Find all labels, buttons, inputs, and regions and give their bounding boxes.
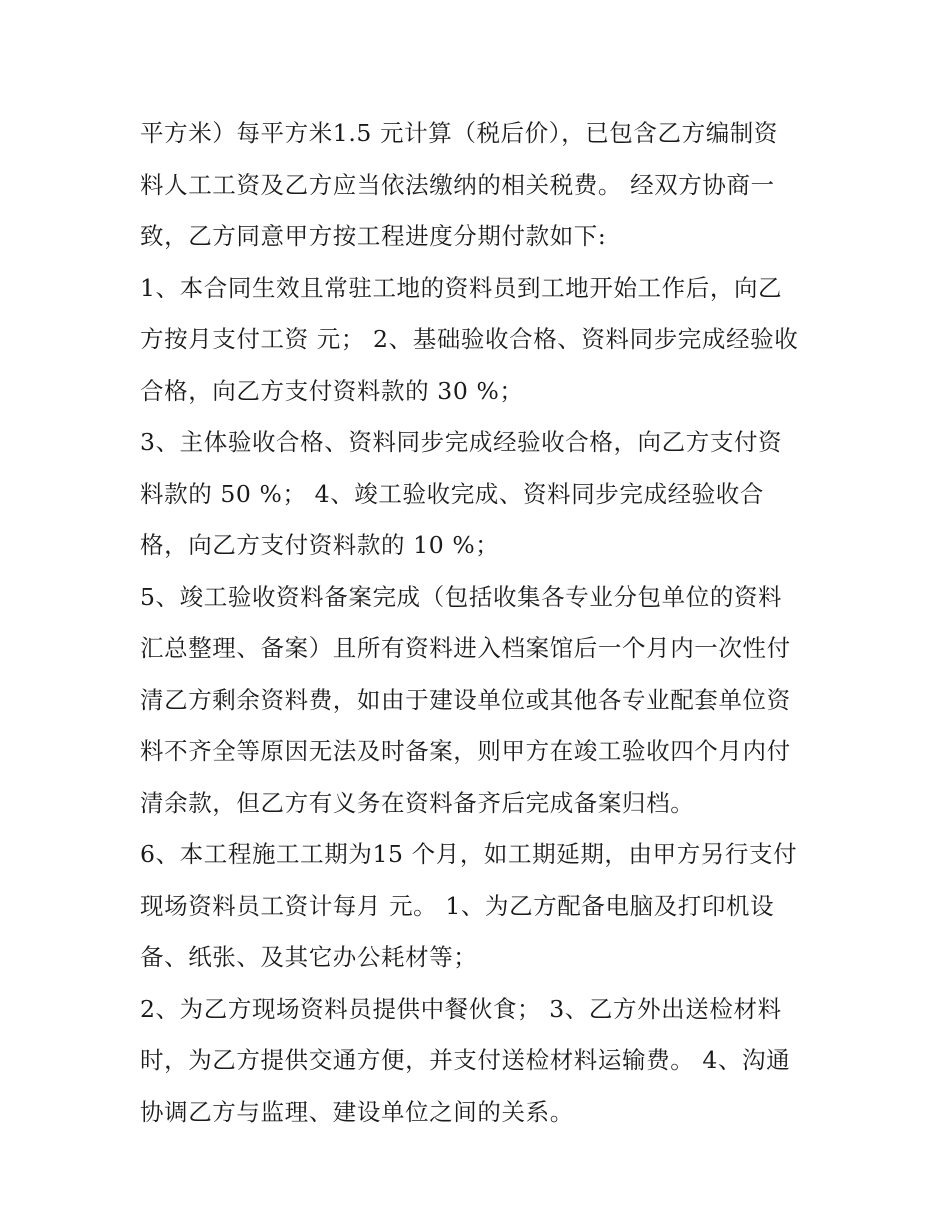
text-line: 清乙方剩余资料费，如由于建设单位或其他各专业配套单位资 (140, 685, 791, 714)
text-line: 致，乙方同意甲方按工程进度分期付款如下: (140, 222, 607, 250)
text-line: 料人工工资及乙方应当依法缴纳的相关税费。 经双方协商一 (140, 170, 775, 199)
text-line: 现场资料员工资计每月 元。 1、为乙方配备电脑及打印机设 (140, 891, 775, 920)
contract-text-body (140, 108, 830, 1138)
text-line: 2、为乙方现场资料员提供中餐伙食； 3、乙方外出送检材料 (140, 994, 782, 1023)
text-line: 料不齐全等原因无法及时备案，则甲方在竣工验收四个月内付 (140, 737, 791, 765)
text-line: 格，向乙方支付资料款的 10 %； (140, 531, 500, 559)
text-line: 合格，向乙方支付资料款的 30 %； (140, 376, 524, 405)
text-line: 6、本工程施工工期为15 个月，如工期延期，由甲方另行支付 (140, 840, 798, 868)
text-line: 清余款，但乙方有义务在资料备齐后完成备案归档。 (140, 788, 695, 817)
text-line: 时，为乙方提供交通方便，并支付送检材料运输费。 4、沟通 (140, 1046, 791, 1074)
text-line: 协调乙方与监理、建设单位之间的关系。 (140, 1097, 574, 1126)
text-line: 汇总整理、备案）且所有资料进入档案馆后一个月内一次性付 (140, 634, 791, 662)
text-line: 5、竣工验收资料备案完成（包括收集各专业分包单位的资料 (140, 582, 783, 611)
text-line: 1、本合同生效且常驻工地的资料员到工地开始工作后，向乙 (140, 273, 783, 302)
text-line: 平方米）每平方米1.5 元计算（税后价），已包含乙方编制资 (140, 119, 778, 147)
text-line: 料款的 50 %； 4、竣工验收完成、资料同步完成经验收合 (140, 479, 764, 508)
text-line: 3、主体验收合格、资料同步完成经验收合格，向乙方支付资 (140, 428, 783, 456)
text-line: 方按月支付工资 元； 2、基础验收合格、资料同步完成经验收 (140, 325, 799, 353)
text-line: 备、纸张、及其它办公耗材等； (140, 943, 478, 971)
